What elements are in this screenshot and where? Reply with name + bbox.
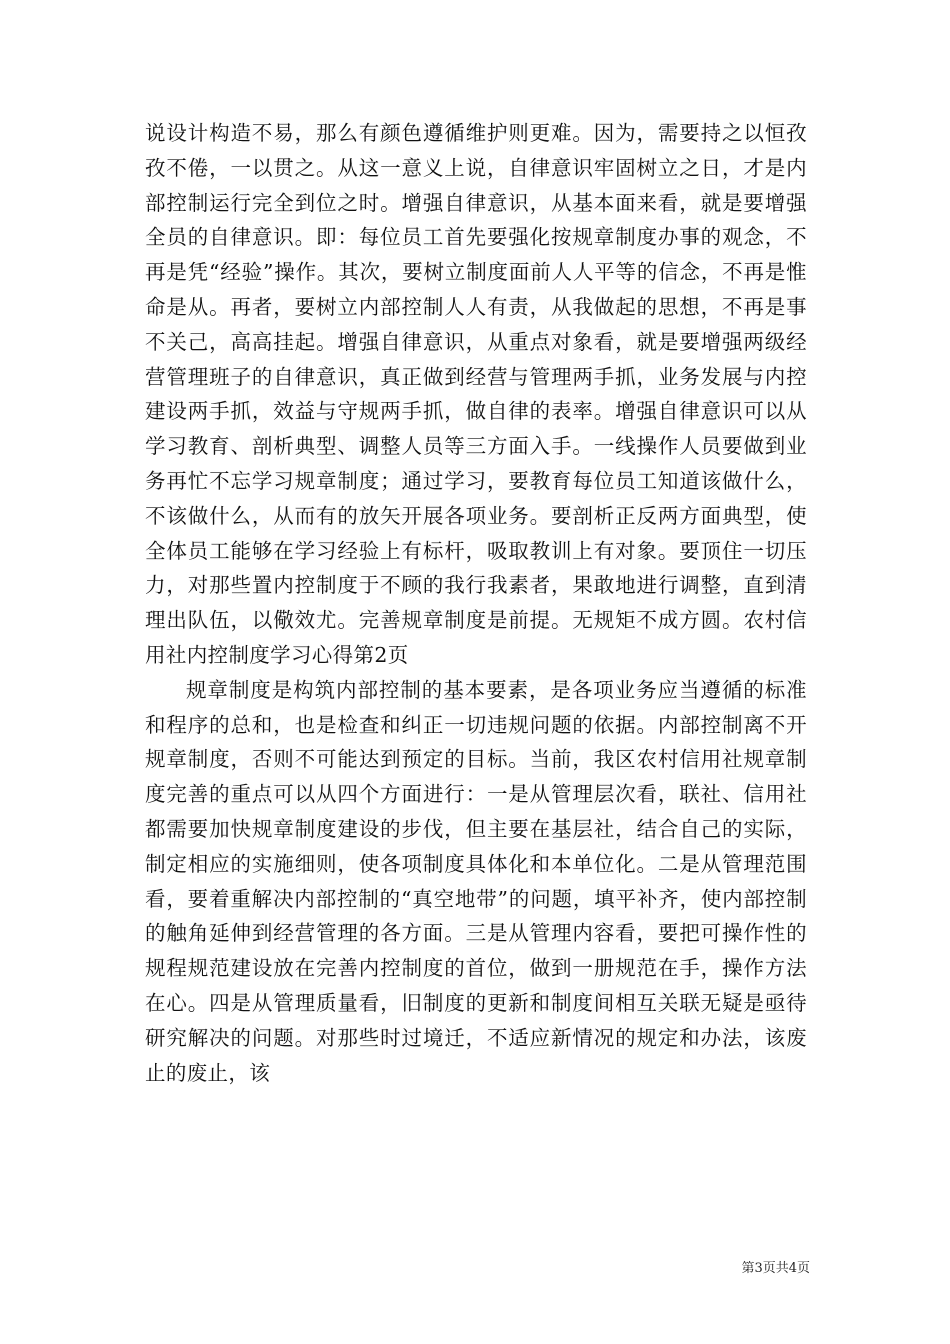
body-paragraph-1: 说设计构造不易，那么有颜色遵循维护则更难。因为，需要持之以恒孜孜不倦，一以贯之。从这一意义上说，自律意识牢固树立之日，才是内部控制运行完全到位之时。增强自律意识，从基本面来看，就是要增强全员的自律意识。即：每位员工首先要强化按规章制度办事的观念，不再是凭“经验”操作。其次，要树立制度面前人人平等的信念，不再是惟命是从。再者，要树立内部控制人人有责，从我做起的思想，不再是事不关己，高高挂起。增强自律意识，从重点对象看，就是要增强两级经营管理班子的自律意识，真正做到经营与管理两手抓，业务发展与内控建设两手抓，效益与守规两手抓，做自律的表率。增强自律意识可以从学习教育、剖析典型、调整人员等三方面入手。一线操作人员要做到业务再忙不忘学习规章制度；通过学习，要教育每位员工知道该做什么，不该做什么，从而有的放矢开展各项业务。要剖析正反两方面典型，使全体员工能够在学习经验上有标杆，吸取教训上有对象。要顶住一切压力，对那些置内控制度于不顾的我行我素者，果敢地进行调整，直到清理出队伍，以儆效尤。完善规章制度是前提。无规矩不成方圆。农村信用社内控制度学习心得第2页 [145,121,807,667]
document-body [145,116,807,1090]
page-number-footer: 第3页共4页 [741,1261,810,1276]
body-paragraph-2: 规章制度是构筑内部控制的基本要素，是各项业务应当遵循的标准和程序的总和，也是检查和纠正一切违规问题的依据。内部控制离不开规章制度，否则不可能达到预定的目标。当前，我区农村信用社规章制度完善的重点可以从四个方面进行：一是从管理层次看，联社、信用社都需要加快规章制度建设的步伐，但主要在基层社，结合自己的实际，制定相应的实施细则，使各项制度具体化和本单位化。二是从管理范围看，要着重解决内部控制的“真空地带”的问题，填平补齐，使内部控制的触角延伸到经营管理的各方面。三是从管理内容看，要把可操作性的规程规范建设放在完善内控制度的首位，做到一册规范在手，操作方法在心。四是从管理质量看，旧制度的更新和制度间相互关联无疑是亟待研究解决的问题。对那些时过境迁，不适应新情况的规定和办法，该废止的废止，该 [145,677,807,1085]
